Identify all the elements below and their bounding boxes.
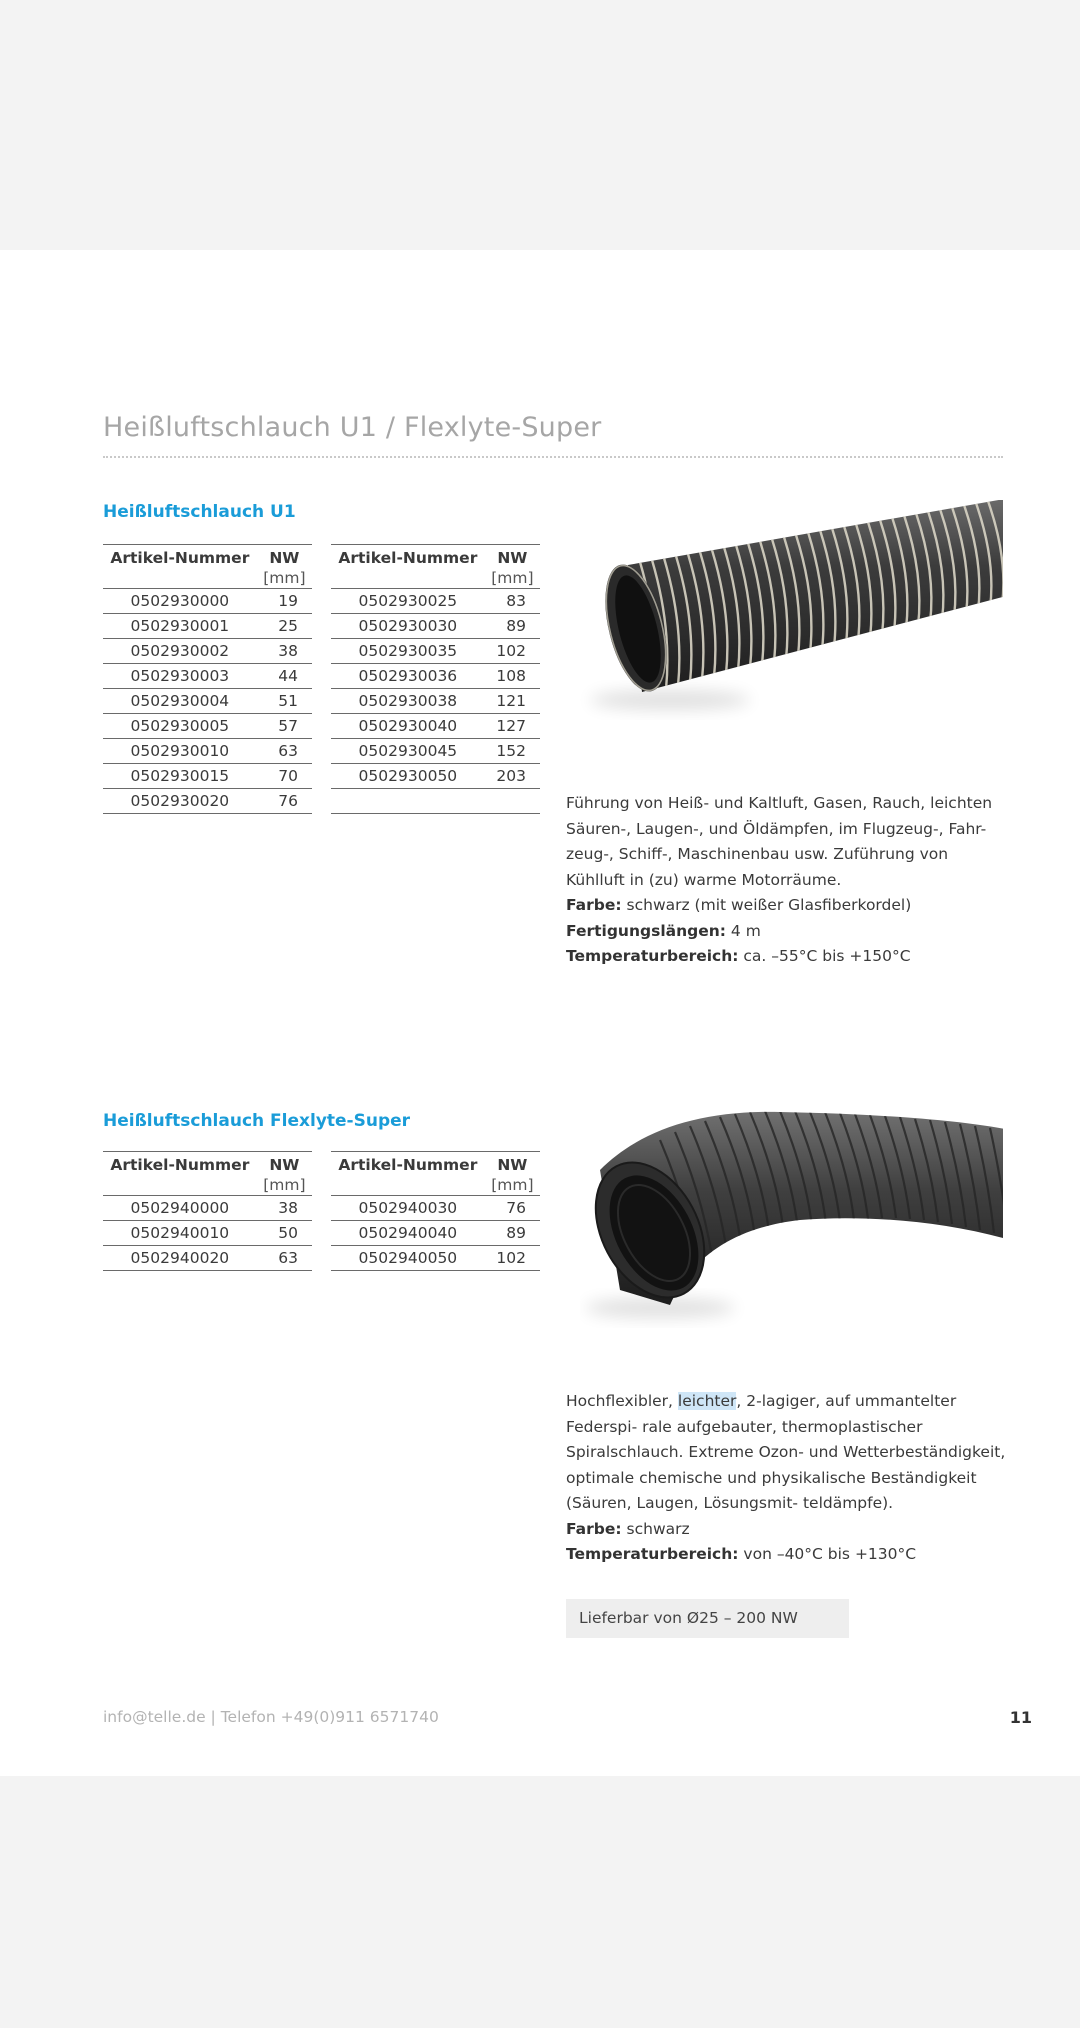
artikel-nummer-cell: 0502930002 (103, 639, 257, 664)
flexlyte-farbe (566, 1517, 1011, 1543)
temperatur-value: ca. –55°C bis +150°C (738, 947, 911, 965)
footer-contact: info@telle.de | Telefon +49(0)911 6571740 (103, 1708, 439, 1726)
temperatur-value: von –40°C bis +130°C (738, 1545, 917, 1563)
nw-cell: 127 (485, 714, 540, 739)
table-row (331, 639, 540, 664)
artikel-nummer-cell: 0502930038 (331, 689, 485, 714)
temperatur-label: Temperaturbereich: (566, 947, 739, 965)
artikel-nummer-cell: 0502930036 (331, 664, 485, 689)
table-row (103, 664, 312, 689)
flexlyte-table-left (103, 1151, 312, 1271)
description-part-1: Hochflexibler, (566, 1392, 678, 1410)
artikel-nummer-cell: 0502930015 (103, 764, 257, 789)
artikel-nummer-cell: 0502930025 (331, 589, 485, 614)
u1-description (566, 791, 1011, 970)
availability-box: Lieferbar von Ø25 – 200 NW (566, 1599, 849, 1638)
nw-cell: 38 (257, 1196, 312, 1221)
table-header-row (331, 545, 540, 589)
table-row (103, 1221, 312, 1246)
table-row (103, 789, 312, 814)
nw-cell: 50 (257, 1221, 312, 1246)
farbe-value: schwarz (621, 1519, 690, 1538)
description-part-2: , 2-lagiger, auf ummantelter Federspi- rale aufgebauter, thermoplastischer Spiralschlauch. Extreme Ozon- und Wetterbeständigkeit, optimale chemische und physikalische Beständigkeit (Säuren, Laugen, Lösungsmit- teldämpfe). (566, 1392, 1006, 1512)
artikel-nummer-cell (331, 789, 485, 814)
nw-cell: 83 (485, 589, 540, 614)
u1-description-text: Führung von Heiß- und Kaltluft, Gasen, Rauch, leichten Säuren-, Laugen-, und Öldämpfen, im Flugzeug-, Fahr- zeug-, Schiff-, Maschinenbau usw. Zuführung von Kühlluft in (zu) warme Motorräume. (566, 794, 993, 889)
nw-label: NW (497, 1156, 528, 1174)
nw-cell: 44 (257, 664, 312, 689)
table-row (331, 714, 540, 739)
table-row (331, 739, 540, 764)
table-row (331, 764, 540, 789)
nw-cell (485, 789, 540, 814)
nw-cell: 121 (485, 689, 540, 714)
table-row (103, 1196, 312, 1221)
nw-label: NW (269, 1156, 300, 1174)
artikel-nummer-cell: 0502930003 (103, 664, 257, 689)
table-row (103, 689, 312, 714)
nw-label: NW (269, 549, 300, 567)
nw-unit: [mm] (263, 569, 306, 587)
u1-table-right (331, 544, 540, 814)
farbe-label: Farbe: (566, 896, 622, 914)
column-header-artikel: Artikel-Nummer (331, 545, 485, 589)
title-divider (103, 456, 1003, 458)
column-header-nw (257, 545, 312, 589)
table-row (103, 639, 312, 664)
table-header-row (103, 545, 312, 589)
nw-cell: 89 (485, 614, 540, 639)
laengen-label: Fertigungslängen: (566, 921, 726, 940)
column-header-nw (485, 545, 540, 589)
table-row (103, 739, 312, 764)
flexlyte-description (566, 1389, 1011, 1568)
page-number: 11 (1009, 1708, 1032, 1727)
flexlyte-table-right (331, 1151, 540, 1271)
artikel-nummer-cell: 0502930005 (103, 714, 257, 739)
column-header-nw (257, 1152, 312, 1196)
table-row (103, 714, 312, 739)
artikel-nummer-cell: 0502930020 (103, 789, 257, 814)
nw-cell: 89 (485, 1221, 540, 1246)
temperatur-label: Temperaturbereich: (566, 1545, 739, 1563)
artikel-nummer-cell: 0502930040 (331, 714, 485, 739)
nw-cell: 102 (485, 1246, 540, 1271)
table-row (331, 1221, 540, 1246)
column-header-nw (485, 1152, 540, 1196)
u1-fertigungslaengen (566, 919, 1011, 945)
artikel-nummer-cell: 0502940030 (331, 1196, 485, 1221)
table-row (331, 789, 540, 814)
artikel-nummer-cell: 0502930035 (331, 639, 485, 664)
artikel-nummer-cell: 0502940000 (103, 1196, 257, 1221)
table-row (331, 664, 540, 689)
section-heading-u1: Heißluftschlauch U1 (103, 502, 296, 522)
nw-cell: 76 (257, 789, 312, 814)
farbe-label: Farbe: (566, 1519, 622, 1538)
flexlyte-description-text (566, 1389, 1011, 1517)
table-row (331, 689, 540, 714)
nw-cell: 38 (257, 639, 312, 664)
highlighted-word: leichter (677, 1392, 737, 1410)
nw-label: NW (497, 549, 528, 567)
artikel-nummer-cell: 0502940020 (103, 1246, 257, 1271)
artikel-nummer-cell: 0502930010 (103, 739, 257, 764)
column-header-artikel: Artikel-Nummer (103, 545, 257, 589)
table-row (331, 589, 540, 614)
table-row (103, 614, 312, 639)
table-header-row (331, 1152, 540, 1196)
farbe-value: schwarz (mit weißer Glasfiberkordel) (621, 896, 912, 914)
artikel-nummer-cell: 0502940010 (103, 1221, 257, 1246)
table-header-row (103, 1152, 312, 1196)
table-row (331, 1246, 540, 1271)
flexlyte-hose-image (580, 1090, 1003, 1330)
flexlyte-temperatur (566, 1542, 1011, 1568)
nw-cell: 63 (257, 739, 312, 764)
table-row (103, 764, 312, 789)
nw-cell: 108 (485, 664, 540, 689)
nw-cell: 102 (485, 639, 540, 664)
catalog-page (0, 250, 1080, 1776)
artikel-nummer-cell: 0502930004 (103, 689, 257, 714)
nw-cell: 19 (257, 589, 312, 614)
column-header-artikel: Artikel-Nummer (331, 1152, 485, 1196)
artikel-nummer-cell: 0502930000 (103, 589, 257, 614)
artikel-nummer-cell: 0502930045 (331, 739, 485, 764)
u1-hose-image (580, 500, 1003, 730)
column-header-artikel: Artikel-Nummer (103, 1152, 257, 1196)
nw-unit: [mm] (491, 569, 534, 587)
artikel-nummer-cell: 0502930050 (331, 764, 485, 789)
table-row (331, 1196, 540, 1221)
nw-unit: [mm] (263, 1176, 306, 1194)
nw-cell: 203 (485, 764, 540, 789)
nw-cell: 63 (257, 1246, 312, 1271)
artikel-nummer-cell: 0502940040 (331, 1221, 485, 1246)
laengen-value: 4 m (725, 921, 761, 940)
u1-temperatur (566, 944, 1011, 970)
table-row (331, 614, 540, 639)
table-row (103, 589, 312, 614)
nw-cell: 70 (257, 764, 312, 789)
nw-cell: 51 (257, 689, 312, 714)
artikel-nummer-cell: 0502930030 (331, 614, 485, 639)
nw-cell: 25 (257, 614, 312, 639)
nw-cell: 76 (485, 1196, 540, 1221)
nw-cell: 57 (257, 714, 312, 739)
page-title: Heißluftschlauch U1 / Flexlyte-Super (103, 412, 602, 443)
artikel-nummer-cell: 0502930001 (103, 614, 257, 639)
table-row (103, 1246, 312, 1271)
nw-unit: [mm] (491, 1176, 534, 1194)
u1-table-left (103, 544, 312, 814)
u1-farbe (566, 893, 1011, 919)
section-heading-flexlyte: Heißluftschlauch Flexlyte-Super (103, 1111, 411, 1131)
artikel-nummer-cell: 0502940050 (331, 1246, 485, 1271)
nw-cell: 152 (485, 739, 540, 764)
